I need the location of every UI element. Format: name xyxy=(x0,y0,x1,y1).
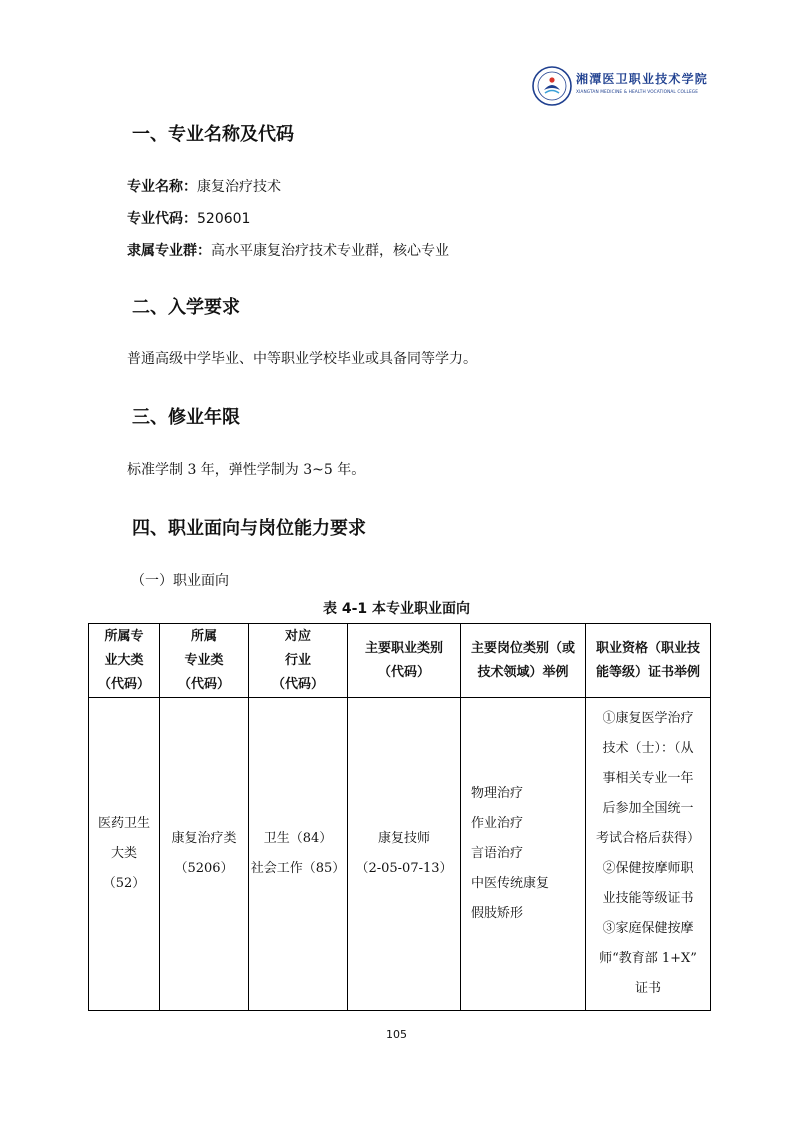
header-industry: 对应 行业 （代码） xyxy=(249,624,348,698)
major-code-line xyxy=(127,208,250,228)
table-header-row xyxy=(89,624,711,698)
school-emblem-icon xyxy=(532,66,572,106)
major-group-value: 高水平康复治疗技术专业群，核心专业 xyxy=(211,243,449,259)
header-positions: 主要岗位类别（或 技术领域）举例 xyxy=(461,624,586,698)
career-orientation-table xyxy=(88,623,711,1011)
header-category: 所属专 业大类 （代码） xyxy=(89,624,160,698)
major-name-value: 康复治疗技术 xyxy=(197,179,281,195)
header-occupation: 主要职业类别 （代码） xyxy=(348,624,461,698)
admission-requirement: 普通高级中学毕业、中等职业学校毕业或具备同等学力。 xyxy=(127,351,477,367)
study-duration: 标准学制 3 年，弹性学制为 3~5 年。 xyxy=(127,462,366,478)
major-code-value: 520601 xyxy=(197,211,251,227)
cell-specialty: 康复治疗类 （5206） xyxy=(160,698,249,1011)
section-4-title: 四、职业面向与岗位能力要求 xyxy=(132,518,366,539)
school-logo xyxy=(532,66,709,106)
subsection-career-orientation: （一）职业面向 xyxy=(131,573,229,589)
major-name-label: 专业名称： xyxy=(127,179,197,195)
cell-positions: 物理治疗 作业治疗 言语治疗 中医传统康复 假肢矫形 xyxy=(461,698,586,1011)
major-name-line xyxy=(127,176,281,196)
major-code-label: 专业代码： xyxy=(127,211,197,227)
major-group-line xyxy=(127,240,449,260)
table-row xyxy=(89,698,711,1011)
school-name: 湘潭医卫职业技术学院 xyxy=(576,72,709,86)
header-specialty: 所属 专业类 （代码） xyxy=(160,624,249,698)
cell-industry: 卫生（84） 社会工作（85） xyxy=(249,698,348,1011)
page-number: 105 xyxy=(386,1028,407,1041)
section-3-title: 三、修业年限 xyxy=(132,407,240,428)
table-caption: 表 4-1 本专业职业面向 xyxy=(322,601,471,617)
header-certificates: 职业资格（职业技 能等级）证书举例 xyxy=(586,624,711,698)
major-group-label: 隶属专业群： xyxy=(127,243,211,259)
section-2-title: 二、入学要求 xyxy=(132,297,240,318)
section-1-title: 一、专业名称及代码 xyxy=(132,124,294,145)
cell-category: 医药卫生 大类 （52） xyxy=(89,698,160,1011)
school-name-en: XIANGTAN MEDICINE & HEALTH VOCATIONAL COLLEGE xyxy=(576,90,699,95)
cell-occupation: 康复技师 （2-05-07-13） xyxy=(348,698,461,1011)
cell-certificates: ①康复医学治疗 技术（士）：（从 事相关专业一年 后参加全国统一 考试合格后获得） ②保健按摩师职 业技能等级证书 ③家庭保健按摩 师“教育部 1+X” 证书 xyxy=(586,698,711,1011)
